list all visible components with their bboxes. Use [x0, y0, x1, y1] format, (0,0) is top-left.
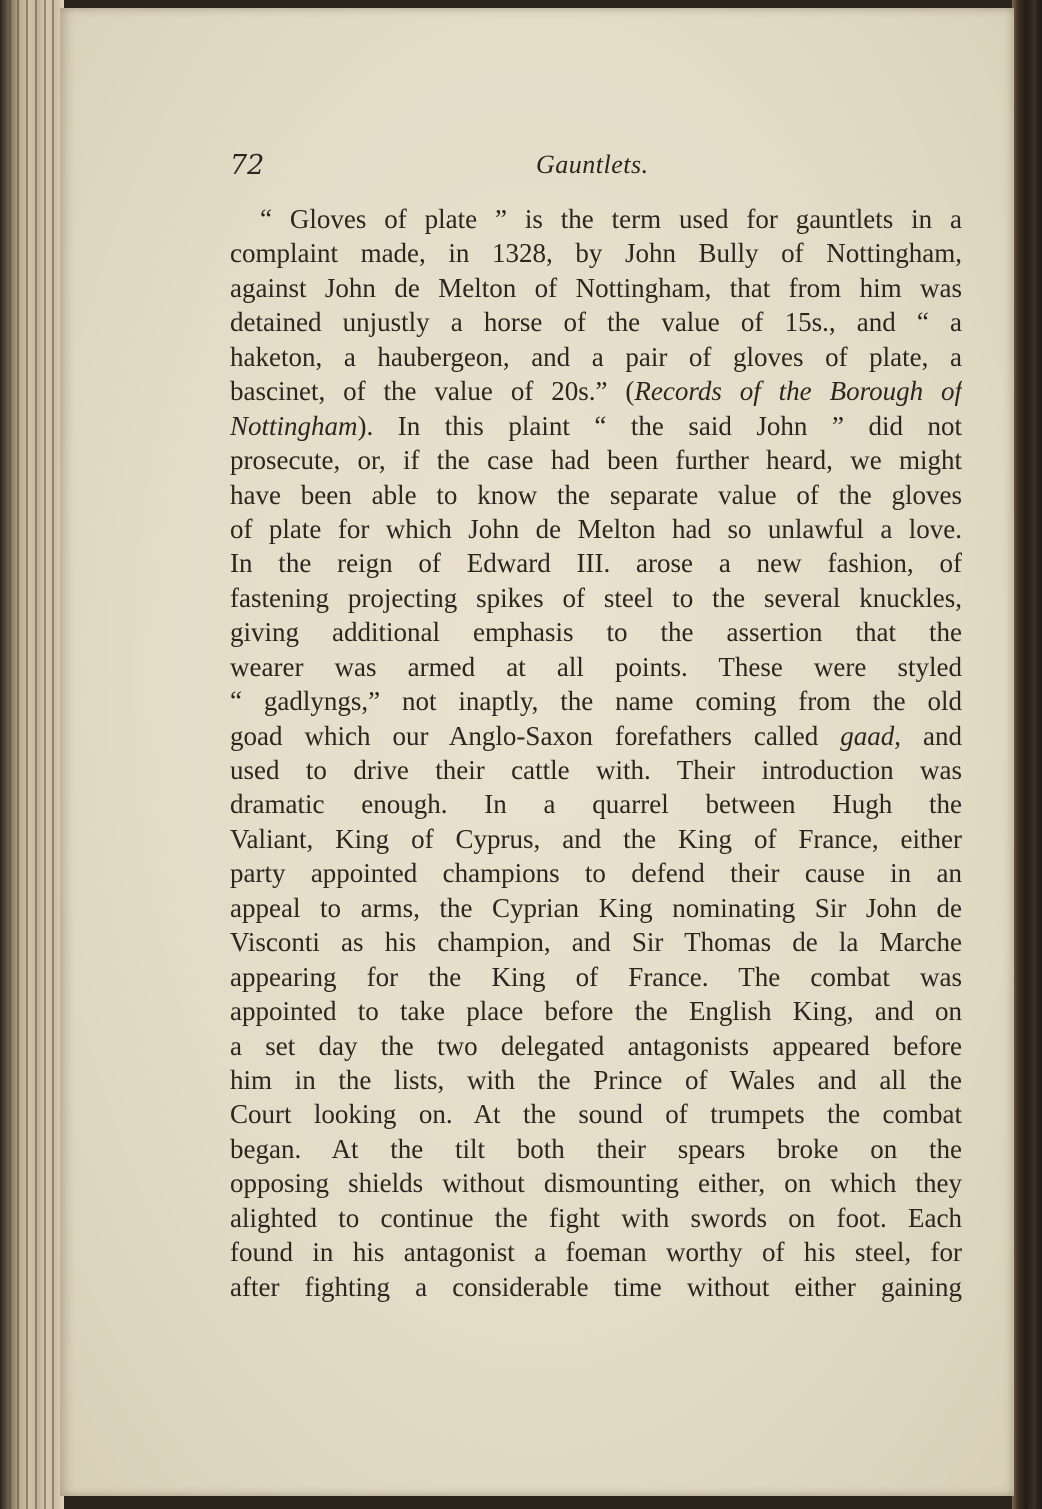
text-line: complaint made, in 1328, by John Bully of Nottingham,	[230, 238, 962, 269]
text-line: of plate for which John de Melton had so unlawful a love.	[230, 513, 962, 544]
text-line: began. At the tilt both their spears broke on the	[230, 1133, 962, 1164]
body-text	[230, 202, 962, 1304]
text-line: party appointed champions to defend their cause in an	[230, 858, 962, 889]
text-line: detained unjustly a horse of the value of 15s., and “ a	[230, 307, 962, 338]
page-number: 72	[230, 150, 265, 181]
text-line: In the reign of Edward III. arose a new fashion, of	[230, 548, 962, 579]
text-line	[230, 719, 962, 753]
page-header	[230, 150, 960, 190]
text-line: dramatic enough. In a quarrel between Hugh the	[230, 789, 962, 820]
text-line: Court looking on. At the sound of trumpets the combat	[230, 1099, 962, 1130]
italic-citation: Nottingham	[230, 410, 358, 441]
text-line: opposing shields without dismounting either, on which they	[230, 1168, 962, 1199]
italic-word: gaad	[840, 720, 895, 751]
text-line: him in the lists, with the Prince of Wales and all the	[230, 1064, 962, 1095]
text-line: appearing for the King of France. The combat was	[230, 961, 962, 992]
text-line: Visconti as his champion, and Sir Thomas de la Marche	[230, 927, 962, 958]
text-line: have been able to know the separate value of the gloves	[230, 479, 962, 510]
text-line: fastening projecting spikes of steel to the several knuckles,	[230, 582, 962, 613]
text-span: , and	[894, 720, 962, 751]
text-line: giving additional emphasis to the assertion that the	[230, 617, 962, 648]
text-span: bascinet, of the value of 20s.” (	[230, 376, 635, 407]
text-line: appeal to arms, the Cyprian King nominating Sir John de	[230, 892, 962, 923]
book-cover-edge	[1012, 0, 1042, 1509]
text-line: haketon, a haubergeon, and a pair of gloves of plate, a	[230, 341, 962, 372]
text-line: after fighting a considerable time without either gaining	[230, 1271, 962, 1302]
book-binding	[0, 0, 64, 1509]
text-line	[230, 409, 962, 443]
text-line: “ Gloves of plate ” is the term used for gauntlets in a	[260, 204, 962, 234]
text-line	[230, 374, 962, 408]
text-line: “ gadlyngs,” not inaptly, the name coming from the old	[230, 686, 962, 717]
text-span: goad which our Anglo-Saxon forefathers called	[230, 720, 841, 751]
text-line: wearer was armed at all points. These were styled	[230, 651, 962, 682]
running-title: Gauntlets.	[536, 150, 649, 179]
text-line: Valiant, King of Cyprus, and the King of France, either	[230, 823, 962, 854]
text-line: prosecute, or, if the case had been further heard, we might	[230, 445, 962, 476]
text-line: appointed to take place before the English King, and on	[230, 996, 962, 1027]
text-line: alighted to continue the fight with swords on foot. Each	[230, 1202, 962, 1233]
italic-citation: Records of the Borough of	[634, 376, 962, 407]
text-line: a set day the two delegated antagonists appeared before	[230, 1030, 962, 1061]
text-span: ). In this plaint “ the said John ” did not	[357, 410, 962, 441]
text-line: used to drive their cattle with. Their introduction was	[230, 755, 962, 785]
text-line: found in his antagonist a foeman worthy of his steel, for	[230, 1237, 962, 1268]
text-line: against John de Melton of Nottingham, that from him was	[230, 272, 962, 303]
